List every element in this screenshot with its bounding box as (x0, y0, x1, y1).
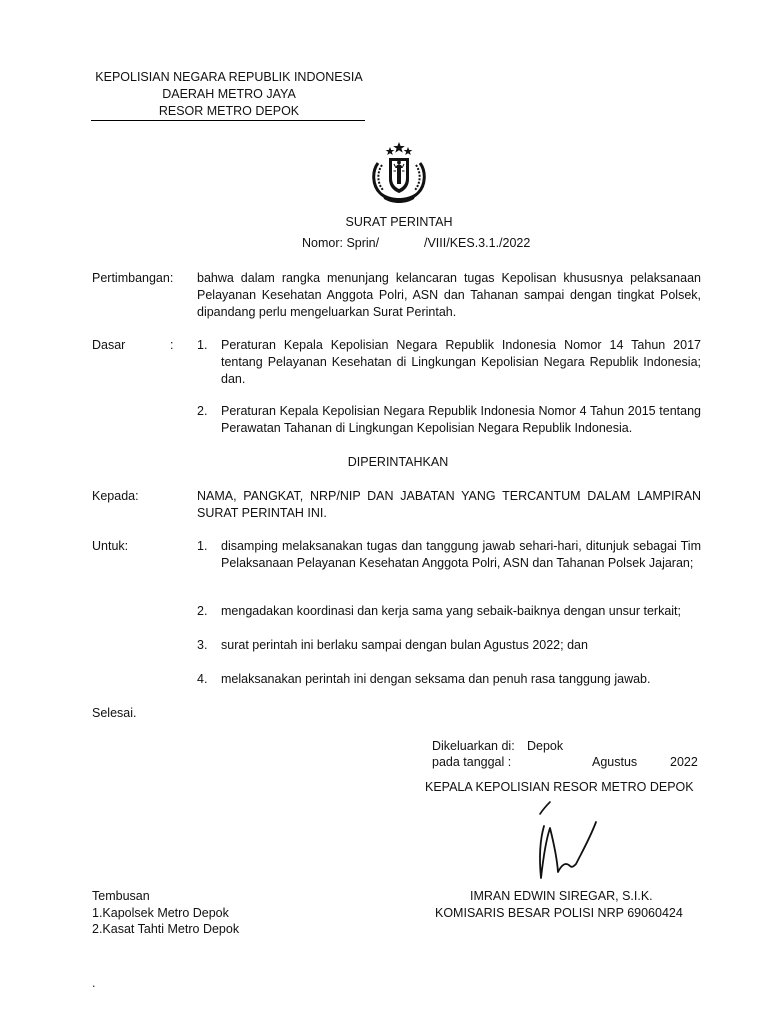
untuk-item-number: 4. (197, 672, 208, 686)
untuk-item-number: 3. (197, 638, 208, 652)
diperintahkan-heading: DIPERINTAHKAN (347, 455, 449, 469)
issued-date-year: 2022 (670, 755, 698, 769)
header-underline (91, 120, 365, 121)
selesai-text: Selesai. (92, 706, 137, 720)
issued-place-value: Depok (527, 739, 564, 753)
kepada-label: Kepada: (92, 489, 139, 503)
untuk-item-number: 1. (197, 539, 208, 553)
issued-date-label: pada tanggal : (432, 755, 512, 769)
untuk-item-number: 2. (197, 604, 208, 618)
pertimbangan-label: Pertimbangan: (92, 271, 174, 285)
handwritten-signature (526, 800, 606, 882)
tembusan-item: 1.Kapolsek Metro Depok (92, 906, 229, 920)
document-title: SURAT PERINTAH (345, 215, 453, 229)
dasar-item-number: 2. (197, 404, 208, 418)
issued-place-label: Dikeluarkan di: (432, 739, 515, 753)
signatory-name: IMRAN EDWIN SIREGAR, S.I.K. (470, 889, 653, 903)
untuk-item-text: melaksanakan perintah ini dengan seksama dan penuh rasa tanggung jawab. (221, 672, 651, 686)
header-institution: KEPOLISIAN NEGARA REPUBLIK INDONESIA (95, 70, 363, 84)
header-region: DAERAH METRO JAYA (162, 87, 296, 101)
signatory-rank: KOMISARIS BESAR POLISI NRP 69060424 (435, 906, 683, 920)
pertimbangan-text: bahwa dalam rangka menunjang kelancaran tugas Kepolisan khususnya pelaksanaan Pelayanan Kesehatan Anggota Polri, ASN dan Tahanan sampai dengan tingkat Polsek, dipandang perlu mengeluarkan Surat Perintah. (197, 271, 701, 319)
document-number-suffix: /VIII/KES.3.1./2022 (424, 236, 531, 250)
polri-emblem-icon (368, 141, 430, 205)
dasar-item-number: 1. (197, 338, 208, 352)
footer-dot: . (92, 976, 96, 990)
untuk-label: Untuk: (92, 539, 129, 553)
signatory-position: KEPALA KEPOLISIAN RESOR METRO DEPOK (425, 780, 694, 794)
dasar-label: Dasar (92, 338, 126, 352)
untuk-item-text: disamping melaksanakan tugas dan tanggung jawab sehari-hari, ditunjuk sebagai Tim Pelaksanaan Pelayanan Kesehatan Anggota Polri, ASN dan Tahanan Polsek Jajaran; (221, 539, 701, 570)
header-resort: RESOR METRO DEPOK (158, 104, 300, 118)
dasar-colon: : (170, 338, 174, 352)
issued-date-month: Agustus (592, 755, 638, 769)
tembusan-label: Tembusan (92, 889, 150, 903)
dasar-item-text: Peraturan Kepala Kepolisian Negara Republik Indonesia Nomor 4 Tahun 2015 tentang Perawatan Tahanan di Lingkungan Kepolisian Negara Republik Indonesia. (221, 404, 701, 435)
kepada-text: NAMA, PANGKAT, NRP/NIP DAN JABATAN YANG TERCANTUM DALAM LAMPIRAN SURAT PERINTAH INI. (197, 489, 701, 520)
dasar-item-text: Peraturan Kepala Kepolisian Negara Republik Indonesia Nomor 14 Tahun 2017 tentang Pelayanan Kesehatan di Lingkungan Kepolisian Negara Republik Indonesia; dan. (221, 338, 701, 386)
untuk-item-text: surat perintah ini berlaku sampai dengan bulan Agustus 2022; dan (221, 638, 588, 652)
document-number-label: Nomor: Sprin/ (302, 236, 380, 250)
tembusan-item: 2.Kasat Tahti Metro Depok (92, 922, 240, 936)
untuk-item-text: mengadakan koordinasi dan kerja sama yang sebaik-baiknya dengan unsur terkait; (221, 604, 682, 618)
